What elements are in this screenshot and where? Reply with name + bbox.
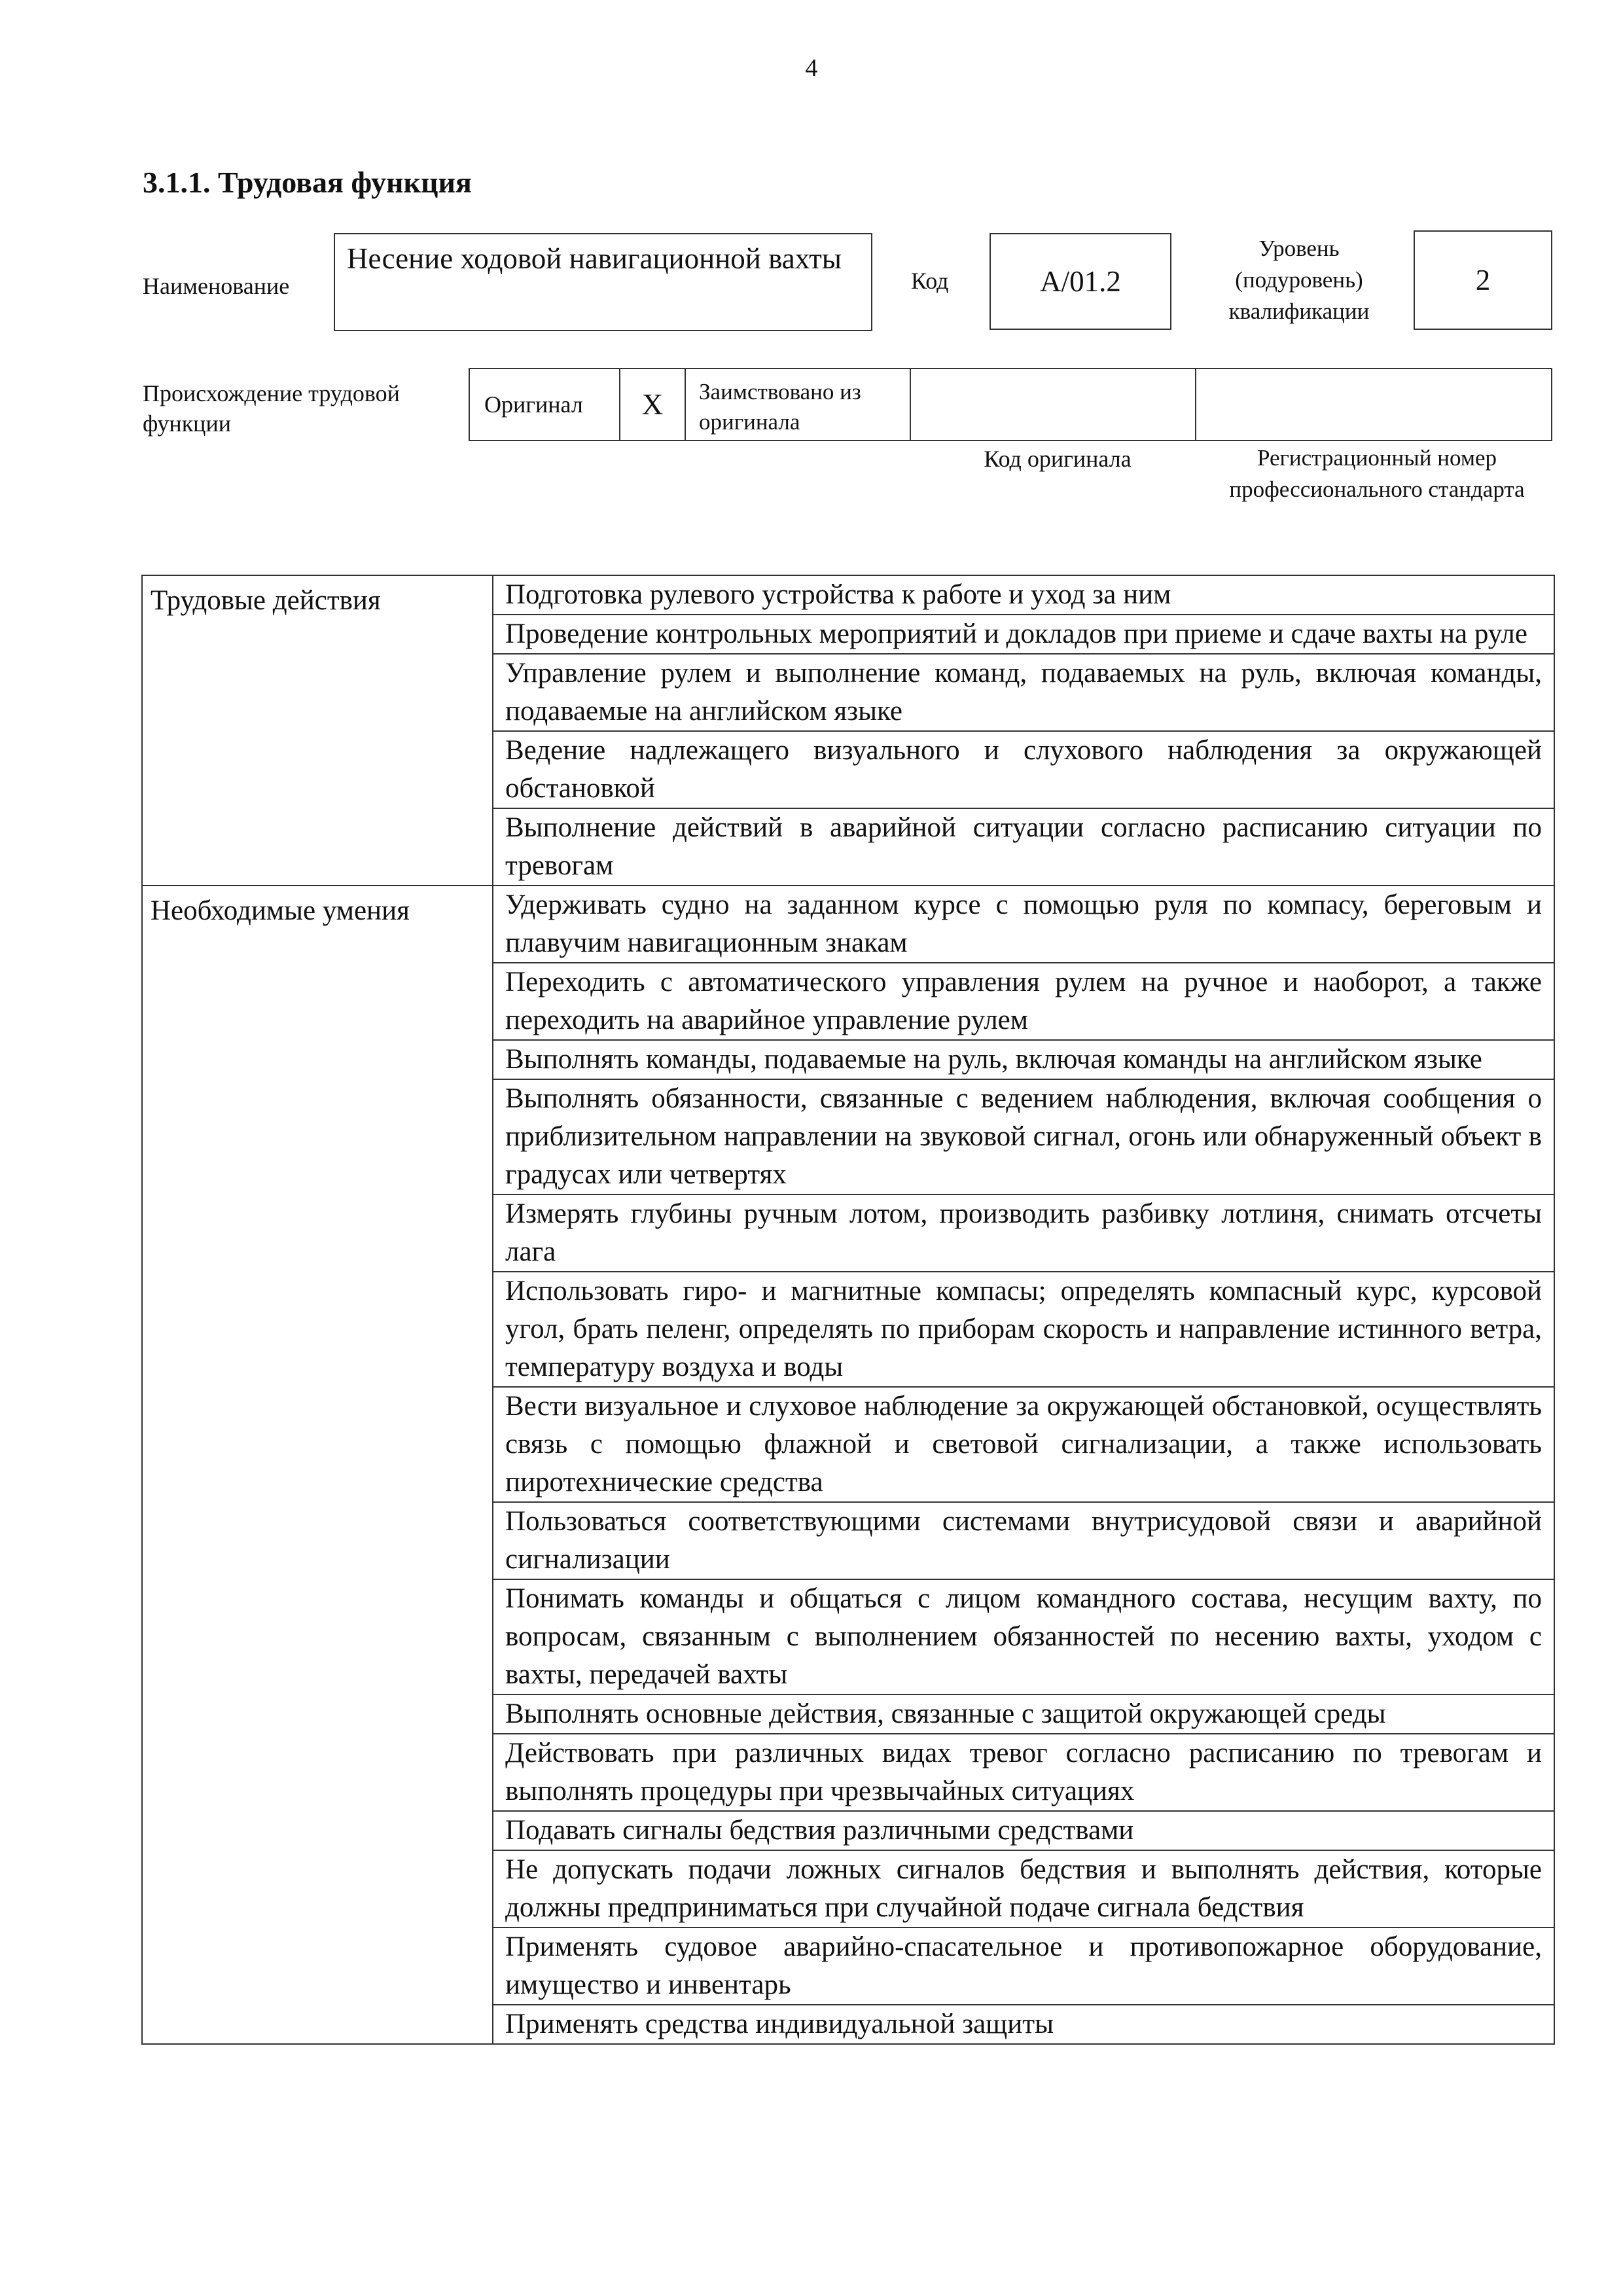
origin-label: Происхождение трудовой функции (143, 380, 400, 437)
list-item: Применять судовое аварийно-спасательное и противопожарное оборудование, имущество и инвентарь (493, 1928, 1554, 2005)
list-item: Пользоваться соответствующими системами внутрисудовой связи и аварийной сигнализации (493, 1502, 1554, 1579)
list-item: Вести визуальное и слуховое наблюдение за окружающей обстановкой, осуществлять связь с помощью флажной и световой сигнализации, а также использовать пиротехнические средства (493, 1387, 1554, 1502)
reg-number-cell (1196, 369, 1551, 440)
list-item: Подавать сигналы бедствия различными средствами (493, 1811, 1554, 1850)
code-original-label: Код оригинала (984, 446, 1132, 472)
list-item: Переходить с автоматического управления рулем на ручное и наоборот, а также переходить на аварийное управление рулем (493, 963, 1554, 1040)
list-item: Измерять глубины ручным лотом, производить разбивку лотлиня, снимать отсчеты лага (493, 1194, 1554, 1272)
original-mark: X (620, 369, 686, 440)
original-code-cell (911, 369, 1196, 440)
table-row (142, 886, 1554, 963)
list-item: Понимать команды и общаться с лицом командного состава, несущим вахту, по вопросам, связанным с выполнением обязанностей по несению вахты, уходом с вахты, передачей вахты (493, 1579, 1554, 1695)
level-box: 2 (1414, 230, 1552, 330)
borrowed-cell: Заимствовано из оригинала (686, 369, 911, 440)
list-item: Применять средства индивидуальной защиты (493, 2005, 1554, 2044)
reg-number-label: Регистрационный номер профессионального стандарта (1229, 445, 1525, 502)
code-label: Код (911, 268, 949, 294)
list-item: Выполнять основные действия, связанные с защитой окружающей среды (493, 1695, 1554, 1734)
list-item: Проведение контрольных мероприятий и докладов при приеме и сдаче вахты на руле (493, 615, 1554, 654)
list-item: Выполнять обязанности, связанные с ведением наблюдения, включая сообщения о приблизительном направлении на звуковой сигнал, огонь или обнаруженный объект в градусах или четвертях (493, 1079, 1554, 1194)
name-label: Наименование (143, 273, 290, 299)
list-item: Управление рулем и выполнение команд, подаваемых на руль, включая команды, подаваемые на английском языке (493, 654, 1554, 731)
table-row (142, 575, 1554, 615)
list-item: Удерживать судно на заданном курсе с помощью руля по компасу, береговым и плавучим навигационным знакам (493, 886, 1554, 963)
list-item: Использовать гиро- и магнитные компасы; определять компасный курс, курсовой угол, брать пеленг, определять по приборам скорость и направление истинного ветра, температуру воздуха и воды (493, 1272, 1554, 1387)
list-item: Выполнять команды, подаваемые на руль, включая команды на английском языке (493, 1040, 1554, 1079)
list-item: Подготовка рулевого устройства к работе и уход за ним (493, 575, 1554, 615)
level-label: Уровень (подуровень) квалификации (1228, 236, 1370, 324)
function-name-box: Несение ходовой навигационной вахты (334, 233, 872, 331)
function-table (141, 575, 1555, 2045)
list-item: Ведение надлежащего визуального и слухового наблюдения за окружающей обстановкой (493, 731, 1554, 808)
list-item: Выполнение действий в аварийной ситуации согласно расписанию ситуации по тревогам (493, 808, 1554, 886)
original-cell: Оригинал (470, 369, 620, 440)
origin-row (469, 368, 1552, 441)
labor-actions-label: Трудовые действия (142, 575, 493, 886)
page-number: 4 (805, 54, 818, 82)
list-item: Действовать при различных видах тревог согласно расписанию по тревогам и выполнять процедуры при чрезвычайных ситуациях (493, 1734, 1554, 1811)
code-box: A/01.2 (990, 233, 1171, 330)
skills-label: Необходимые умения (142, 886, 493, 2044)
list-item: Не допускать подачи ложных сигналов бедствия и выполнять действия, которые должны предприниматься при случайной подаче сигнала бедствия (493, 1850, 1554, 1928)
section-title: 3.1.1. Трудовая функция (143, 166, 472, 199)
